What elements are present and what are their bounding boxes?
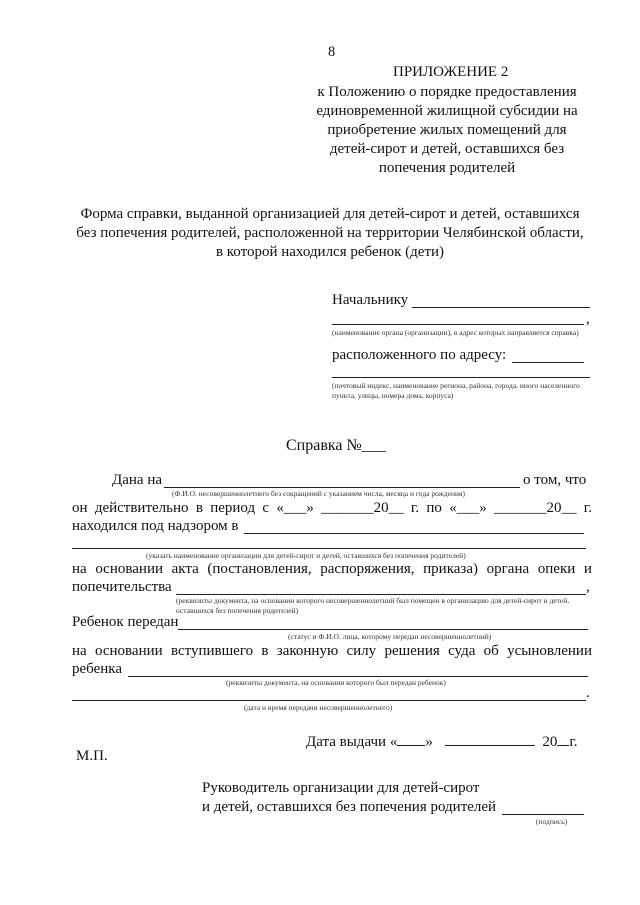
issue-year-suffix: г. — [569, 734, 578, 750]
basis-act-word: распоряжения, — [320, 561, 415, 577]
appendix-lines — [306, 83, 588, 178]
status-line[interactable] — [178, 629, 588, 630]
basis-act-word: опеки — [537, 561, 576, 577]
address-caption: (почтовый индекс, наименование региона, района, города, иного населенного пункта, улицы, номера дома, корпуса) — [332, 381, 580, 400]
period-word: период — [210, 500, 256, 516]
address-line[interactable] — [512, 362, 584, 363]
requisites-line[interactable] — [176, 594, 586, 595]
date-time-caption: (дата и время передачи несовершеннолетнего) — [244, 703, 393, 712]
given-to-label: Дана на — [112, 472, 163, 488]
period-word: г. — [583, 500, 592, 516]
basis-court-word: усыновлении — [507, 643, 592, 659]
chief-caption: (наименование органа (организации), в адрес которых направляется справка) — [332, 328, 579, 337]
chief-comma: , — [586, 311, 590, 327]
basis-court-word: суда — [448, 643, 476, 659]
basis-court-word: силу — [346, 643, 377, 659]
basis-act-word: основании — [95, 561, 163, 577]
chief-line-2[interactable] — [332, 324, 584, 325]
chief-line[interactable] — [412, 307, 590, 308]
basis-act-word: и — [583, 561, 592, 577]
basis-act-word: на — [72, 561, 87, 577]
issue-month-field[interactable] — [445, 731, 535, 746]
basis-court-word: вступившего — [170, 643, 254, 659]
status-caption: (статус и Ф.И.О. лица, которому передан несовершеннолетний) — [288, 632, 492, 641]
basis-court-word: основании — [94, 643, 163, 659]
org-caption: (указать наименование организации для детей-сирот и детей, оставшихся без попечения родителей) — [146, 551, 466, 560]
period-end-day[interactable]: «___» — [449, 500, 487, 516]
period-end-month-year[interactable]: _______20__ — [494, 500, 577, 516]
period-line — [72, 500, 592, 517]
period-start-month-year[interactable]: _______20__ — [321, 500, 404, 516]
org-line-2[interactable] — [72, 548, 586, 549]
form-title-line: в которой находился ребенок (дети) — [215, 244, 445, 260]
basis-act-word: (постановления, — [207, 561, 312, 577]
signature-line[interactable] — [502, 814, 584, 815]
issue-day-field[interactable] — [397, 731, 425, 746]
basis-act-line — [72, 561, 592, 578]
address-label: расположенного по адресу: — [332, 347, 507, 363]
fio-line[interactable] — [164, 487, 520, 488]
form-title — [60, 205, 600, 262]
period-word: действительно — [94, 500, 189, 516]
period-word: с — [262, 500, 270, 516]
transferred-label: Ребенок передан — [72, 614, 179, 630]
form-title-line: Форма справки, выданной организацией для детей-сирот и детей, оставшихся — [80, 206, 580, 222]
basis-act-word: органа — [486, 561, 530, 577]
appendix-line: единовременной жилищной субсидии на — [316, 103, 578, 119]
period-word: по — [426, 500, 442, 516]
issue-date-close-quote: » — [425, 734, 433, 750]
basis-court-line — [72, 643, 592, 660]
basis-act-word: акта — [171, 561, 199, 577]
fio-caption: (Ф.И.О. несовершеннолетнего без сокращений с указанием числа, месяца и года рождения) — [172, 489, 465, 498]
basis-court-word: в — [261, 643, 269, 659]
address-line-2[interactable] — [332, 377, 590, 378]
doc-caption: (реквизиты документа, на основании которого был передан ребенок) — [226, 678, 446, 687]
certificate-heading: Справка №___ — [286, 437, 386, 454]
stamp-label: М.П. — [76, 748, 108, 764]
period-word: в — [195, 500, 203, 516]
signature-caption: (подпись) — [536, 817, 568, 826]
chief-label: Начальнику — [332, 292, 409, 308]
supervised-label: находился под надзором в — [72, 518, 239, 534]
basis-act-word: приказа) — [423, 561, 479, 577]
issue-date — [306, 731, 578, 751]
page-number: 8 — [328, 44, 336, 60]
period-word: он — [72, 500, 88, 516]
period-word: г. — [410, 500, 420, 516]
appendix-title: ПРИЛОЖЕНИЕ 2 — [393, 64, 509, 80]
doc-line[interactable] — [128, 676, 588, 677]
basis-court-word: об — [483, 643, 499, 659]
basis-court-word: на — [72, 643, 87, 659]
issue-year-field[interactable] — [557, 731, 569, 746]
form-title-line: без попечения родителей, расположенной на территории Челябинской области, — [76, 225, 584, 241]
guardianship-label: попечительства — [72, 579, 172, 595]
child-label: ребенка — [72, 661, 122, 677]
basis-court-word: законную — [276, 643, 339, 659]
requisites-caption: (реквизиты документа, на основании которого несовершеннолетний был помещен в организацию для детей-сирот и детей, оставшихся без попечения родителей) — [176, 596, 570, 615]
appendix-line: попечения родителей — [378, 160, 516, 176]
date-time-line[interactable] — [72, 700, 586, 701]
date-time-dot: . — [586, 685, 590, 701]
issue-year: 20 — [542, 734, 558, 750]
appendix-line: детей-сирот и детей, оставшихся без — [329, 141, 565, 157]
signatory-line-1: Руководитель организации для детей-сирот — [202, 780, 480, 796]
appendix-line: приобретение жилых помещений для — [327, 122, 567, 138]
signatory-line-2: и детей, оставшихся без попечения родителей — [202, 799, 497, 815]
period-start-day[interactable]: «___» — [276, 500, 314, 516]
org-line[interactable] — [244, 533, 584, 534]
issue-date-label: Дата выдачи « — [306, 734, 398, 750]
about-label: о том, что — [523, 472, 587, 488]
requisites-comma: , — [586, 579, 590, 595]
basis-court-word: решения — [384, 643, 440, 659]
appendix-line: к Положению о порядке предоставления — [317, 84, 577, 100]
